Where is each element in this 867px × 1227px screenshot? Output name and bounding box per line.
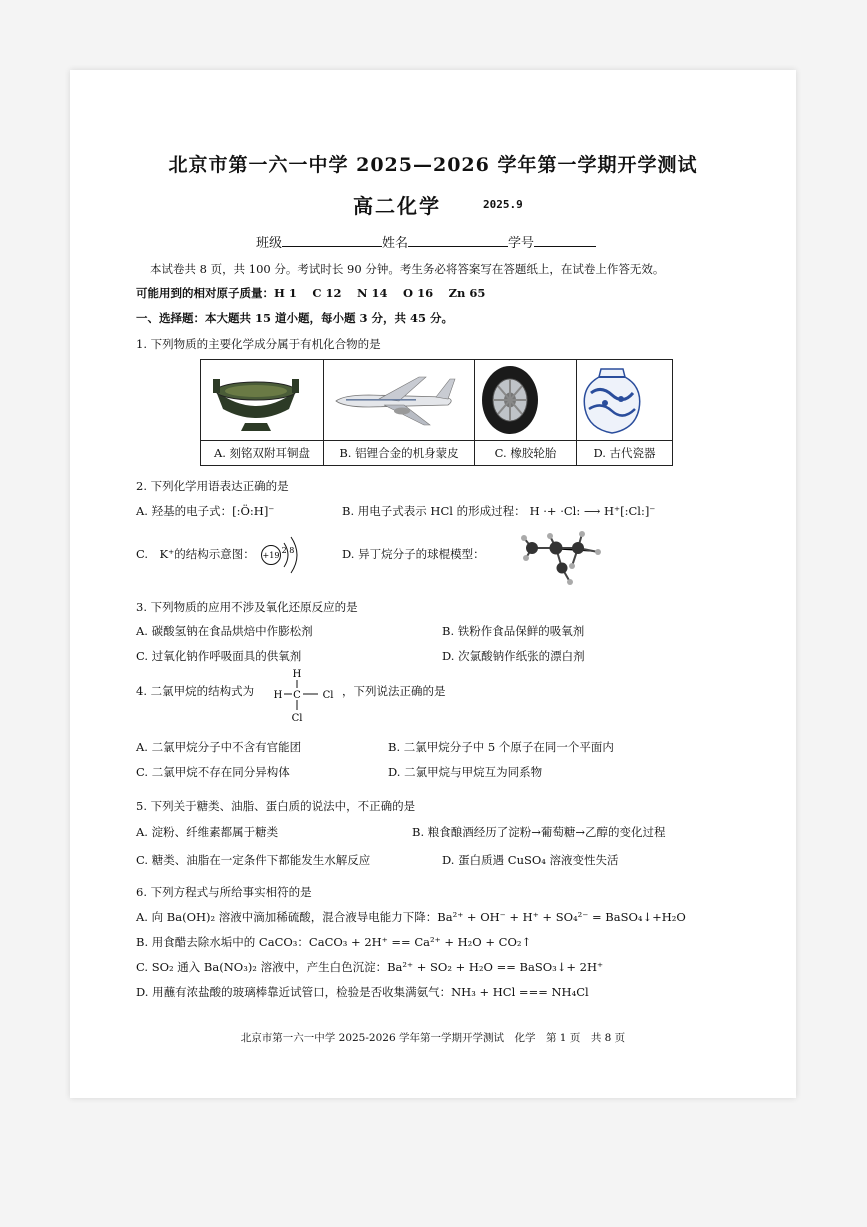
q5-option-a: A. 淀粉、纤维素都属于糖类 [136,825,279,839]
struct-right-cl: Cl [322,690,334,701]
bronze-plate-image [201,360,324,441]
tire-image [475,360,577,441]
q3-option-c: C. 过氧化钠作呼吸面具的供氧剂 [136,649,302,663]
class-label: 班级 [256,236,283,251]
q2-option-b [342,503,655,519]
q4-option-a: A. 二氯甲烷分子中不含有官能团 [136,740,302,754]
k-nucleus-charge: +19 [262,551,280,560]
k-ion-structure-diagram [260,528,308,582]
struct-center-c: C [293,690,301,701]
atomic-masses: 可能用到的相对原子质量：H 1 C 12 N 14 O 16 Zn 65 [136,286,486,300]
dichloromethane-structure [270,664,342,726]
q3-option-d: D. 次氯酸钠作纸张的漂白剂 [442,649,585,663]
subject-title: 高二化学 [353,194,441,218]
q2-option-d-label: D. 异丁烷分子的球棍模型： [342,547,485,561]
q1-option-b: B. 铝锂合金的机身蒙皮 [324,441,475,466]
q5-option-d: D. 蛋白质遇 CuSO₄ 溶液变性失活 [442,853,619,867]
q2-option-a [136,503,274,519]
name-label: 姓名 [382,236,409,251]
q1-image-table [200,359,673,466]
q6-stem: 6. 下列方程式与所给事实相符的是 [136,885,312,899]
hydroxyl-electron-formula: [:Ö:H]⁻ [232,504,275,518]
page-footer: 北京市第一六一中学 2025-2026 学年第一学期开学测试 化学 第 1 页 共 8 页 [240,1032,626,1044]
student-info-line [256,232,596,251]
q4-option-d: D. 二氯甲烷与甲烷互为同系物 [388,765,543,779]
id-blank[interactable] [534,234,596,247]
q6-option-d: D. 用蘸有浓盐酸的玻璃棒靠近试管口，检验是否收集满氨气：NH₃ + HCl === NH₄Cl [136,985,589,999]
struct-bottom-cl: Cl [291,713,303,724]
struct-top-h: H [292,669,302,680]
q6-option-b: B. 用食醋去除水垢中的 CaCO₃：CaCO₃ + 2H⁺ == Ca²⁺ + H₂O + CO₂↑ [136,935,532,949]
porcelain-vase-image [577,360,673,441]
name-blank[interactable] [408,234,508,247]
q1-option-a: A. 刻铭双附耳铜盘 [201,441,324,466]
q3-option-a: A. 碳酸氢钠在食品烘焙中作膨松剂 [136,624,313,638]
q1-option-d: D. 古代瓷器 [577,441,673,466]
isobutane-ball-stick-model [518,528,606,586]
q2-option-c-label: C. K⁺的结构示意图： [136,547,255,561]
class-blank[interactable] [282,234,382,247]
exam-date: 2025.9 [483,198,523,211]
q4-option-b: B. 二氯甲烷分子中 5 个原子在同一个平面内 [388,740,614,754]
exam-page [70,70,796,1098]
exam-intro: 本试卷共 8 页，共 100 分。考试时长 90 分钟。考生务必将答案写在答题纸上，在试卷上作答无效。 [150,262,665,276]
q2-option-b-label: B. 用电子式表示 HCl 的形成过程： [342,504,526,518]
id-label: 学号 [508,236,535,251]
section-heading: 一、选择题：本大题共 15 道小题，每小题 3 分，共 45 分。 [136,311,454,325]
q3-option-b: B. 铁粉作食品保鲜的吸氧剂 [442,624,585,638]
q2-stem: 2. 下列化学用语表达正确的是 [136,479,289,493]
q6-option-c: C. SO₂ 通入 Ba(NO₃)₂ 溶液中，产生白色沉淀：Ba²⁺ + SO₂ + H₂O == BaSO₃↓+ 2H⁺ [136,960,604,974]
q5-option-c: C. 糖类、油脂在一定条件下都能发生水解反应 [136,853,371,867]
struct-left-h: H [273,690,283,701]
q4-stem-part2: ，下列说法正确的是 [342,684,446,698]
q5-stem: 5. 下列关于糖类、油脂、蛋白质的说法中，不正确的是 [136,799,416,813]
hcl-formation-formula: H ·+ ·Cl: ⟶ H⁺[:Cl:]⁻ [529,504,656,518]
q6-option-a: A. 向 Ba(OH)₂ 溶液中滴加稀硫酸，混合液导电能力下降：Ba²⁺ + OH⁻ + H⁺ + SO₄²⁻ = BaSO₄↓+H₂O [136,910,686,924]
exam-title: 北京市第一六一中学 2025—2026 学年第一学期开学测试 [168,154,698,176]
q4-option-c: C. 二氯甲烷不存在同分异构体 [136,765,290,779]
q1-option-c: C. 橡胶轮胎 [475,441,577,466]
q2-option-a-label: A. 羟基的电子式： [136,504,233,518]
q3-stem: 3. 下列物质的应用不涉及氧化还原反应的是 [136,600,358,614]
airplane-image [324,360,475,441]
q1-stem: 1. 下列物质的主要化学成分属于有机化合物的是 [136,337,381,351]
k-electron-shells: 2 8 [281,546,295,555]
q4-stem-part1: 4. 二氯甲烷的结构式为 [136,684,255,698]
q5-option-b: B. 粮食酿酒经历了淀粉→葡萄糖→乙醇的变化过程 [412,825,666,839]
